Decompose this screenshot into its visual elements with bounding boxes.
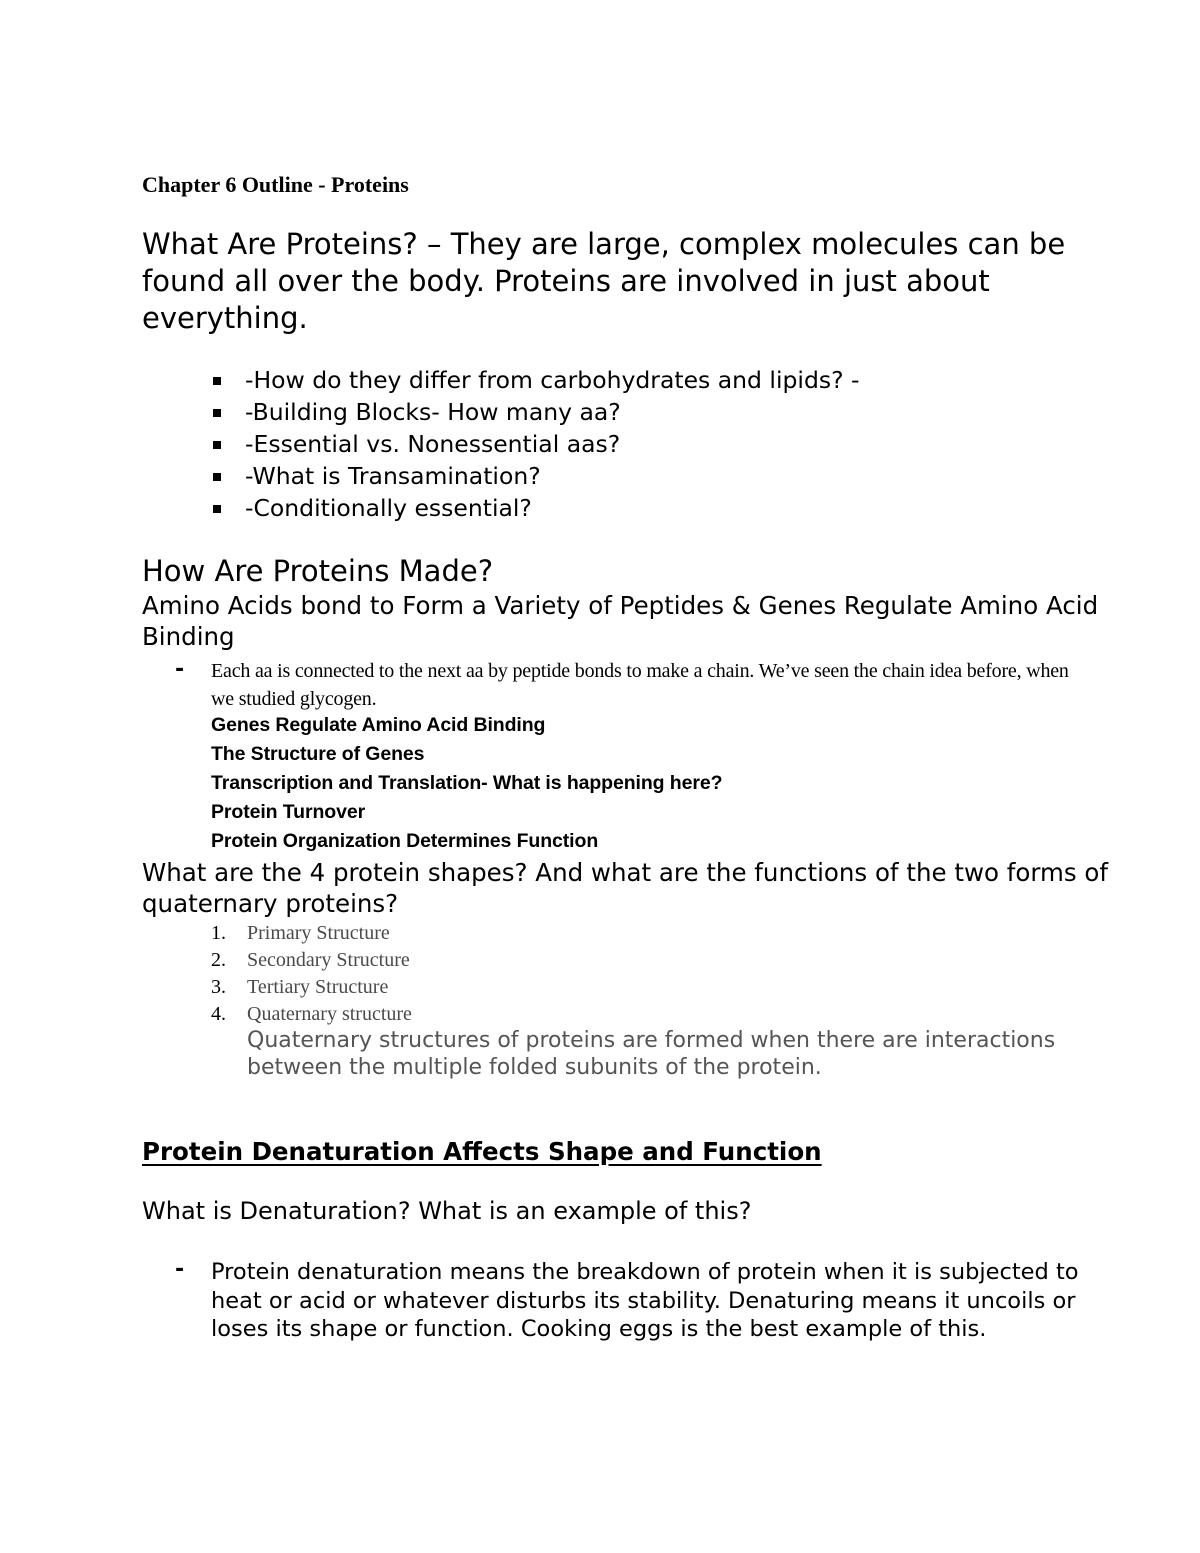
bullet-item [213, 494, 532, 522]
square-bullet-icon [213, 441, 221, 449]
bullet-text: -How do they differ from carbohydrates and lipids? - [245, 366, 860, 394]
bold-topic-line: The Structure of Genes [211, 743, 425, 765]
item-text: Secondary Structure [247, 949, 410, 971]
item-number: 2. [211, 949, 226, 971]
square-bullet-icon [213, 409, 221, 417]
bullet-item [213, 366, 860, 394]
item-number: 4. [211, 1003, 226, 1025]
numbered-item [211, 922, 390, 945]
square-bullet-icon [213, 505, 221, 513]
square-bullet-icon [213, 473, 221, 481]
item-text: Primary Structure [247, 922, 390, 944]
bullet-item [213, 430, 620, 458]
section-heading-made: How Are Proteins Made? [142, 554, 494, 588]
bullet-item [213, 398, 621, 426]
bullet-item [213, 462, 541, 490]
bold-topic-line: Transcription and Translation- What is happening here? [211, 772, 723, 794]
denaturation-question: What is Denaturation? What is an example of this? [142, 1197, 752, 1225]
bold-topic-line: Protein Organization Determines Function [211, 830, 599, 852]
bullet-text: -Building Blocks- How many aa? [245, 398, 621, 426]
bold-topic-line: Protein Turnover [211, 801, 366, 823]
dash-bullet: - [175, 1257, 185, 1282]
section-heading-denaturation: Protein Denaturation Affects Shape and Function [142, 1137, 822, 1166]
quaternary-description: Quaternary structures of proteins are formed when there are interactions between the multiple folded subunits of the protein. [247, 1028, 1056, 1080]
peptide-paragraph: Each aa is connected to the next aa by peptide bonds to make a chain. We’ve seen the chain idea before, when we studied glycogen. [211, 660, 1069, 710]
document-title: Chapter 6 Outline - Proteins [142, 172, 409, 197]
bold-topic-line: Genes Regulate Amino Acid Binding [211, 714, 546, 736]
item-number: 3. [211, 976, 226, 998]
shapes-question: What are the 4 protein shapes? And what are the functions of the two forms of quaternary proteins? [142, 858, 1109, 918]
numbered-item [211, 949, 410, 972]
item-number: 1. [211, 922, 226, 944]
denaturation-answer: Protein denaturation means the breakdown of protein when it is subjected to heat or acid or whatever disturbs its stability. Denaturing means it uncoils or loses its shape or function. Cooking eggs is the best example of this. [211, 1259, 1079, 1342]
section-subheading-amino: Amino Acids bond to Form a Variety of Peptides & Genes Regulate Amino Acid Binding [142, 591, 1099, 651]
item-text: Quaternary structure [247, 1003, 412, 1025]
bullet-text: -What is Transamination? [245, 462, 541, 490]
numbered-item [211, 1003, 412, 1026]
bullet-text: -Conditionally essential? [245, 494, 532, 522]
numbered-item [211, 976, 388, 999]
bullet-text: -Essential vs. Nonessential aas? [245, 430, 621, 458]
dash-bullet: - [175, 657, 185, 682]
intro-paragraph: What Are Proteins? – They are large, complex molecules can be found all over the body. Proteins are involved in just about everything. [142, 227, 1066, 335]
square-bullet-icon [213, 377, 221, 385]
item-text: Tertiary Structure [247, 976, 389, 998]
